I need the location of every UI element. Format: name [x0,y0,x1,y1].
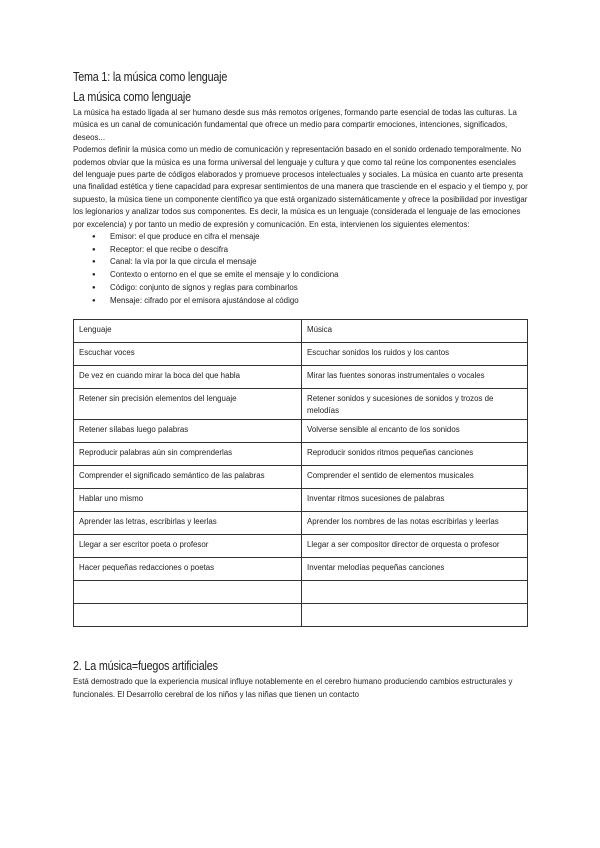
table-header-cell: Música [302,320,528,343]
table-cell: Escuchar voces [74,343,302,366]
table-header-cell: Lenguaje [74,320,302,343]
list-item: ● Contexto o entorno en el que se emite el mensaje y lo condiciona [92,269,528,282]
section-title: La música como lenguaje [73,90,191,104]
table-cell: Retener sonidos y sucesiones de sonidos y trozos de melodías [302,389,528,420]
table-cell: Aprender las letras, escribirlas y leerlas [74,512,302,535]
table-cell: Reproducir palabras aún sin comprenderlas [74,443,302,466]
paragraph-definition: Podemos definir la música como un medio de comunicación y representación basado en el sonido ordenado temporalmente. No podemos obviar que la música es una forma universal del lenguaje y cultura y que como tal reúne los componentes esenciales del lenguaje pues parte de códigos elaborados y promueve procesos intelectuales y sociales. La música en cuanto arte presenta una finalidad estética y tiene capacidad para expresar sentimientos de una manera que trasciende en el espacio y el tiempo y, por supuesto, la música tiene un componente científico ya que está organizado sistemáticamente y ofrece la posibilidad por investigar los legionarios y analizar todos sus componentes. Es decir, la música es un lenguaje (considerada el lenguaje de las emociones por excelencia) y por tanto un medio de expresión y comunicación. En esta, intervienen los siguientes elementos: [73,145,528,229]
document-page [73,70,528,701]
table-cell: De vez en cuando mirar la boca del que habla [74,366,302,389]
table-cell: Aprender los nombres de las notas escribirlas y leerlas [302,512,528,535]
list-item: ● Receptor: el que recibe o descifra [92,244,528,257]
table-cell: Retener sin precisión elementos del lenguaje [74,389,302,420]
table-row [74,443,528,466]
table-cell: Inventar melodías pequeñas canciones [302,558,528,581]
table-row [74,389,528,420]
table-row [74,558,528,581]
list-item: ● Canal: la vía por la que circula el mensaje [92,256,528,269]
table-row [74,366,528,389]
table-header-row [74,320,528,343]
comparison-table [73,319,528,627]
topic-title: Tema 1: la música como lenguaje [73,70,228,84]
table-row-empty [74,581,528,604]
table-row [74,535,528,558]
table-cell: Volverse sensible al encanto de los sonidos [302,420,528,443]
table-row-empty [74,604,528,627]
table-row [74,489,528,512]
table-cell: Hablar uno mismo [74,489,302,512]
table-cell: Reproducir sonidos ritmos pequeñas canciones [302,443,528,466]
table-cell-empty [302,581,528,604]
table-cell-empty [302,604,528,627]
table-cell-empty [74,581,302,604]
table-cell-empty [74,604,302,627]
paragraph-intro: La música ha estado ligada al ser humano desde sus más remotos orígenes, formando parte esencial de todas las culturas. La música es un canal de comunicación fundamental que ofrece un medio para compartir emociones, intenciones, significados, deseos... [73,108,517,142]
table-row [74,512,528,535]
elements-list [73,231,528,307]
table-cell: Retener sílabas luego palabras [74,420,302,443]
table-cell: Llegar a ser escritor poeta o profesor [74,535,302,558]
table-row [74,466,528,489]
table-cell: Escuchar sonidos los ruidos y los cantos [302,343,528,366]
section2-title: 2. La música=fuegos artificiales [73,659,218,674]
list-item: ● Emisor: el que produce en cifra el mensaje [92,231,528,244]
table-cell: Inventar ritmos sucesiones de palabras [302,489,528,512]
table-row [74,420,528,443]
table-cell: Comprender el significado semántico de las palabras [74,466,302,489]
table-cell: Llegar a ser compositor director de orquesta o profesor [302,535,528,558]
table-cell: Hacer pequeñas redacciones o poetas [74,558,302,581]
list-item: ● Mensaje: cifrado por el emisora ajustándose al código [92,295,528,308]
table-cell: Comprender el sentido de elementos musicales [302,466,528,489]
section2-paragraph: Está demostrado que la experiencia musical influye notablemente en el cerebro humano produciendo cambios estructurales y funcionales. El Desarrollo cerebral de los niños y las niñas que tienen un contacto [73,677,513,699]
list-item: ● Código: conjunto de signos y reglas para combinarlos [92,282,528,295]
table-row [74,343,528,366]
table-cell: Mirar las fuentes sonoras instrumentales o vocales [302,366,528,389]
